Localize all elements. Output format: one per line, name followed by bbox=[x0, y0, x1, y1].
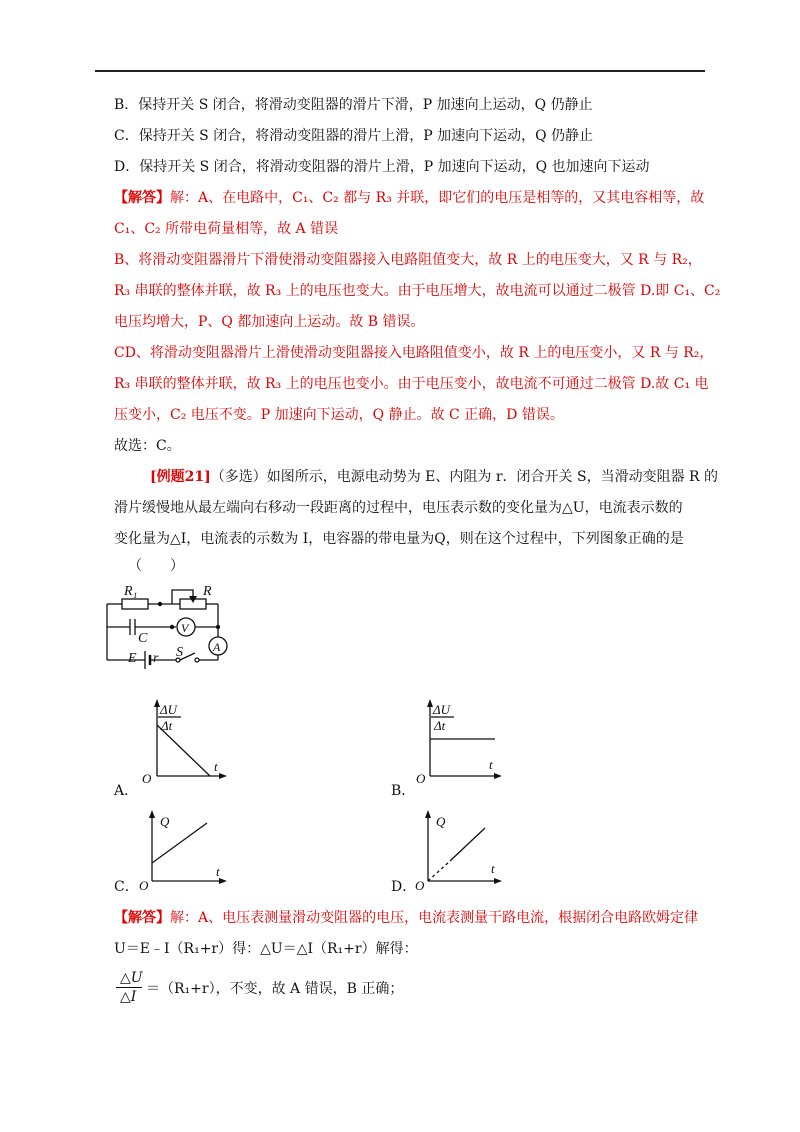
label-internal-r: r bbox=[153, 651, 159, 666]
label-v: V bbox=[181, 621, 189, 635]
answer1-tag: 【解答】 bbox=[114, 190, 170, 206]
graph-a-label: A． bbox=[114, 783, 139, 799]
option-c: C．保持开关 S 闭合，将滑动变阻器的滑片上滑，P 加速向下运动，Q 仍静止 bbox=[114, 128, 593, 144]
answer1-line1 bbox=[114, 188, 704, 208]
fraction-result: ＝（R₁+r），不变，故 A 错误，B 正确； bbox=[146, 981, 404, 997]
label-r1: R₁ bbox=[124, 584, 138, 599]
answer1-line2: C₁、C₂ 所带电荷量相等，故 A 错误 bbox=[114, 221, 339, 237]
graph-d-origin: O bbox=[415, 878, 425, 893]
graph-b-xlabel: t bbox=[489, 757, 493, 772]
answer2-line1 bbox=[114, 908, 698, 928]
graph-c-xlabel: t bbox=[216, 864, 220, 879]
answer1-line8: 压变小，C₂ 电压不变。P 加速向下运动，Q 静止。故 C 正确，D 错误。 bbox=[114, 407, 564, 423]
question-paren: （ ） bbox=[128, 558, 184, 574]
fraction-denominator: △I bbox=[120, 989, 137, 1005]
graph-a-xlabel: t bbox=[214, 759, 218, 774]
graph-b-origin: O bbox=[416, 771, 426, 786]
label-a: A bbox=[213, 640, 221, 654]
question-line3: 变化量为△I，电流表的示数为 I，电容器的带电量为Q，则在这个过程中，下列图象正确的是 bbox=[114, 531, 684, 547]
label-s: S bbox=[176, 645, 183, 660]
option-d: D．保持开关 S 闭合，将滑动变阻器的滑片上滑，P 加速向下运动，Q 也加速向下运动 bbox=[114, 159, 650, 175]
answer1-line4: R₃ 串联的整体并联，故 R₃ 上的电压也变大。由于电压增大，故电流可以通过二极管 D.即 C₁、C₂ bbox=[114, 283, 721, 299]
answer1-line5: 电压均增大，P、Q 都加速向上运动。故 B 错误。 bbox=[114, 314, 425, 330]
graph-b-label: B． bbox=[391, 783, 416, 799]
graph-a-ylabel-den: Δt bbox=[161, 718, 173, 733]
fraction-numerator: △U bbox=[120, 970, 143, 986]
graph-d-ylabel: Q bbox=[436, 814, 446, 829]
answer1-line6: CD、将滑动变阻器滑片上滑使滑动变阻器接入电路阻值变小，故 R 上的电压变小，又 R 与 R₂， bbox=[114, 345, 714, 361]
answer2-line2: U＝E﹣I（R₁+r）得：△U＝△I（R₁+r）解得： bbox=[114, 941, 418, 957]
option-b: B．保持开关 S 闭合，将滑动变阻器的滑片下滑，P 加速向上运动，Q 仍静止 bbox=[114, 97, 593, 113]
graph-a-origin: O bbox=[142, 771, 152, 786]
fraction-bar bbox=[116, 987, 142, 988]
answer1-text1: 解：A、在电路中，C₁、C₂ 都与 R₃ 并联，即它们的电压是相等的，又其电容相等，故 bbox=[170, 190, 705, 206]
graph-c bbox=[130, 806, 230, 898]
answer1-choice: 故选：C。 bbox=[114, 438, 181, 454]
graph-a bbox=[130, 697, 230, 791]
question-tag: [例题21] bbox=[150, 469, 211, 485]
question-line2: 滑片缓慢地从最左端向右移动一段距离的过程中，电压表示数的变化量为△U，电流表示数的 bbox=[114, 500, 683, 516]
graph-c-origin: O bbox=[139, 878, 149, 893]
graph-b bbox=[405, 697, 505, 791]
label-r: R bbox=[203, 584, 212, 599]
answer1-line3: B、将滑动变阻器滑片下滑使滑动变阻器接入电路阻值变大，故 R 上的电压变大，又 R 与 R₂， bbox=[114, 252, 702, 268]
answer1-line7: R₃ 串联的整体并联，故 R₃ 上的电压也变小。由于电压变小，故电流不可通过二极管 D.故 C₁ 电 bbox=[114, 376, 709, 392]
graph-d-label: D． bbox=[391, 879, 417, 895]
circuit-diagram bbox=[100, 580, 240, 679]
answer2-tag: 【解答】 bbox=[114, 910, 170, 926]
graph-c-label: C． bbox=[114, 879, 139, 895]
graph-c-ylabel: Q bbox=[160, 814, 170, 829]
label-e: E bbox=[128, 651, 137, 666]
resistor-r1 bbox=[122, 599, 148, 609]
question-text1: （多选）如图所示，电源电动势为 E、内阻为 r．闭合开关 S，当滑动变阻器 R 的 bbox=[210, 469, 719, 485]
graph-d-xlabel: t bbox=[491, 861, 495, 876]
header-rule bbox=[95, 70, 705, 72]
graph-a-ylabel-num: ΔU bbox=[160, 702, 178, 717]
graph-b-ylabel-num: ΔU bbox=[433, 702, 451, 717]
label-c: C bbox=[138, 631, 148, 646]
graph-b-ylabel-den: Δt bbox=[434, 718, 446, 733]
answer2-text1: 解：A、电压表测量滑动变阻器的电压，电流表测量干路电流，根据闭合电路欧姆定律 bbox=[170, 910, 699, 926]
graph-d bbox=[405, 806, 505, 898]
question-line1 bbox=[150, 467, 718, 487]
